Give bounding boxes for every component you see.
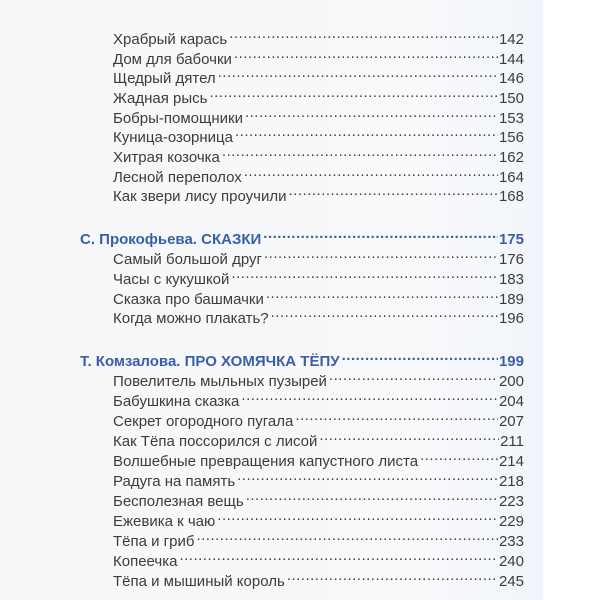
- dot-leader: [246, 486, 498, 506]
- entry-title: Сказка про башмачки: [113, 291, 264, 308]
- entry-page-number: 168: [498, 188, 524, 205]
- toc-entry: [113, 264, 524, 288]
- section-title: С. Прокофьева. СКАЗКИ: [80, 231, 262, 248]
- toc-entry: [113, 181, 524, 205]
- dot-leader: [231, 264, 498, 284]
- entry-page-number: 245: [498, 573, 524, 590]
- dot-leader: [217, 506, 498, 526]
- dot-leader: [319, 426, 499, 446]
- entry-page-number: 207: [498, 413, 524, 430]
- entry-title: Часы с кукушкой: [113, 271, 230, 288]
- dot-leader: [235, 122, 498, 142]
- entry-page-number: 200: [498, 373, 524, 390]
- dot-leader: [222, 142, 498, 162]
- toc-entry: [113, 162, 524, 186]
- entry-page-number: 146: [498, 70, 524, 87]
- dot-leader: [229, 24, 498, 44]
- entry-title: Дом для бабочки: [113, 51, 232, 68]
- entry-page-number: 176: [498, 251, 524, 268]
- toc-entry: [113, 142, 524, 166]
- entry-title: Как Тёпа поссорился с лисой: [113, 433, 318, 450]
- toc-entry: [113, 446, 524, 470]
- entry-title: Бесполезная вещь: [113, 493, 244, 510]
- entry-title: Радуга на память: [113, 473, 236, 490]
- entry-title: Тёпа и мышиный король: [113, 573, 285, 590]
- toc-entry: [113, 466, 524, 490]
- entry-page-number: 142: [498, 31, 524, 48]
- dot-leader: [241, 386, 498, 406]
- dot-leader: [245, 103, 498, 123]
- toc-entry: [113, 486, 524, 510]
- entry-page-number: 211: [500, 433, 524, 450]
- entry-title: Храбрый карась: [113, 31, 228, 48]
- entry-title: Жадная рысь: [113, 90, 208, 107]
- toc-entry: [113, 63, 524, 87]
- dot-leader: [295, 406, 498, 426]
- entry-page-number: 233: [498, 533, 524, 550]
- toc-entry: [113, 386, 524, 410]
- section-page-number: 175: [498, 231, 524, 248]
- entry-title: Повелитель мыльных пузырей: [113, 373, 327, 390]
- dot-leader: [266, 284, 498, 304]
- toc-entry: [113, 122, 524, 146]
- entry-page-number: 196: [498, 310, 524, 327]
- dot-leader: [264, 244, 498, 264]
- dot-leader: [196, 526, 498, 546]
- entry-title: Ежевика к чаю: [113, 513, 216, 530]
- toc-entry: [113, 546, 524, 570]
- entry-title: Бабушкина сказка: [113, 393, 240, 410]
- entry-page-number: 150: [498, 90, 524, 107]
- dot-leader: [287, 566, 498, 586]
- entry-title: Самый большой друг: [113, 251, 262, 268]
- dot-leader: [288, 181, 497, 201]
- toc-entry: [113, 303, 524, 327]
- toc-entry: [113, 103, 524, 127]
- entry-title: Волшебные превращения капустного листа: [113, 453, 419, 470]
- dot-leader: [263, 224, 498, 244]
- dot-leader: [342, 346, 498, 366]
- entry-page-number: 204: [498, 393, 524, 410]
- dot-leader: [209, 83, 498, 103]
- toc-entry: [113, 83, 524, 107]
- entry-page-number: 229: [498, 513, 524, 530]
- section-title: Т. Комзалова. ПРО ХОМЯЧКА ТЁПУ: [80, 353, 340, 370]
- entry-title: Копеечка: [113, 553, 178, 570]
- toc-entry: [113, 284, 524, 308]
- toc-entry: [113, 566, 524, 590]
- entry-page-number: 156: [498, 129, 524, 146]
- dot-leader: [420, 446, 498, 466]
- entry-title: Щедрый дятел: [113, 70, 216, 87]
- dot-leader: [234, 44, 498, 64]
- entry-page-number: 189: [498, 291, 524, 308]
- dot-leader: [218, 63, 498, 83]
- entry-title: Когда можно плакать?: [113, 310, 269, 327]
- entry-title: Куница-озорница: [113, 129, 233, 146]
- entry-title: Как звери лису проучили: [113, 188, 287, 205]
- entry-title: Секрет огородного пугала: [113, 413, 294, 430]
- entry-page-number: 218: [498, 473, 524, 490]
- entry-page-number: 214: [498, 453, 524, 470]
- entry-page-number: 144: [498, 51, 524, 68]
- entry-page-number: 153: [498, 110, 524, 127]
- toc-entry: [113, 366, 524, 390]
- entry-title: Хитрая козочка: [113, 149, 220, 166]
- toc-entry: [113, 526, 524, 550]
- toc-entry: [113, 44, 524, 68]
- toc-entry: [113, 426, 524, 450]
- entry-title: Бобры-помощники: [113, 110, 243, 127]
- toc-section-heading: [80, 346, 524, 370]
- entry-page-number: 183: [498, 271, 524, 288]
- toc-entry: [113, 24, 524, 48]
- dot-leader: [271, 303, 498, 323]
- entry-page-number: 162: [498, 149, 524, 166]
- dot-leader: [237, 466, 498, 486]
- dot-leader: [244, 162, 498, 182]
- entry-page-number: 223: [498, 493, 524, 510]
- entry-page-number: 240: [498, 553, 524, 570]
- section-page-number: 199: [498, 353, 524, 370]
- toc-entry: [113, 244, 524, 268]
- toc-entry: [113, 406, 524, 430]
- entry-title: Лесной переполох: [113, 169, 242, 186]
- toc-entry: [113, 506, 524, 530]
- toc-section-heading: [80, 224, 524, 248]
- dot-leader: [179, 546, 498, 566]
- entry-page-number: 164: [498, 169, 524, 186]
- dot-leader: [329, 366, 498, 386]
- entry-title: Тёпа и гриб: [113, 533, 195, 550]
